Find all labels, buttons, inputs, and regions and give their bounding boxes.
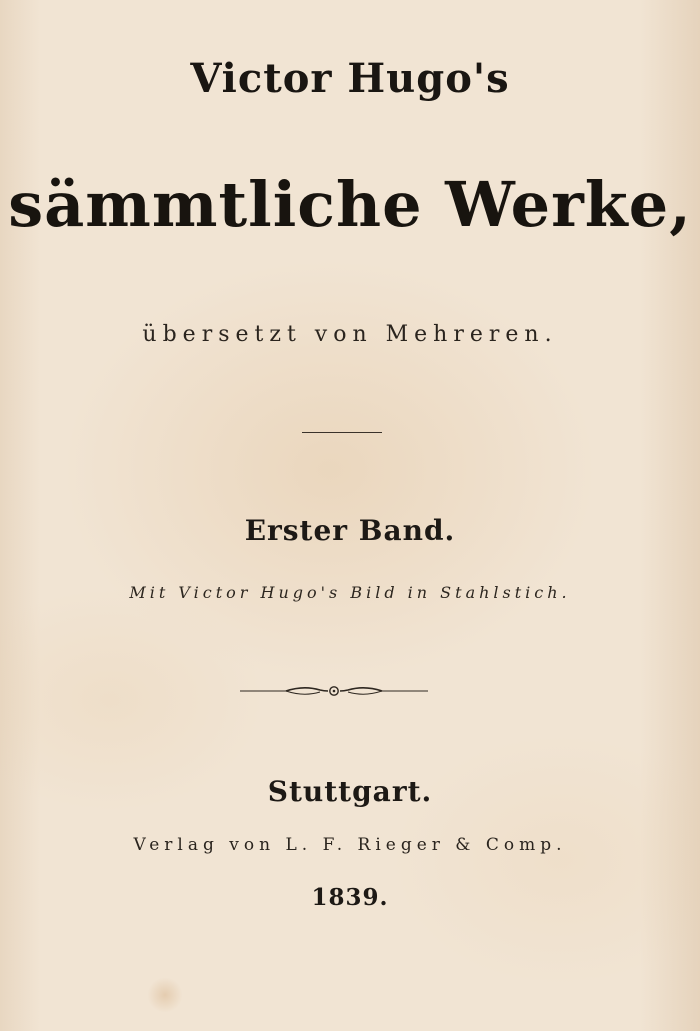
publication-city: Stuttgart. (267, 775, 433, 808)
publisher-line: Verlag von L. F. Rieger & Comp. (133, 835, 567, 855)
divider-rule (302, 432, 382, 433)
flourish-ornament-icon (240, 683, 428, 699)
volume-label: Erster Band. (244, 514, 456, 547)
portrait-note: Mit Victor Hugo's Bild in Stahlstich. (129, 583, 571, 602)
translator-note: übersetzt von Mehreren. (142, 322, 558, 347)
works-title: sämmtliche Werke, (8, 168, 692, 241)
publication-year: 1839. (311, 884, 389, 911)
author-name: Victor Hugo's (190, 55, 510, 102)
